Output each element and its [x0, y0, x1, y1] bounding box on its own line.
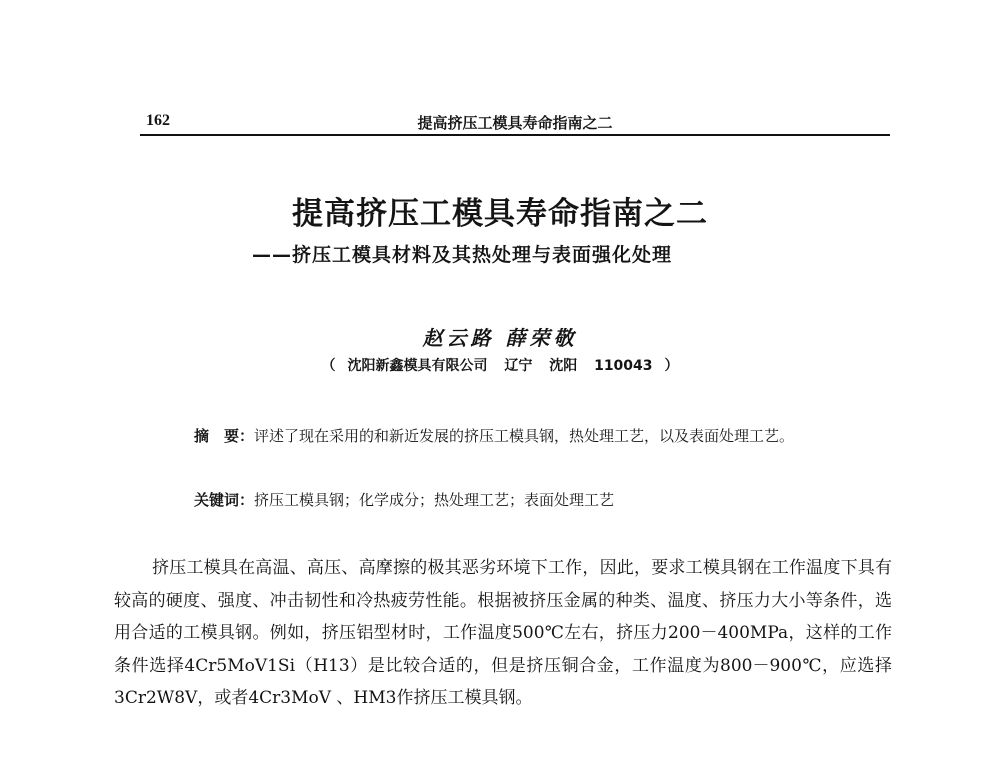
affiliation [0, 355, 1000, 375]
running-title: 提高挤压工模具寿命指南之二 [417, 114, 613, 132]
header-rule [140, 134, 890, 136]
affiliation-province: 辽宁 [504, 358, 533, 374]
body-paragraph: 挤压工模具在高温、高压、高摩擦的极其恶劣环境下工作，因此，要求工模具钢在工作温度下具有较高的硬度、强度、冲击韧性和冷热疲劳性能。根据被挤压金属的种类、温度、挤压力大小等条件，选用合适的工模具钢。例如，挤压铝型材时，工作温度500℃左右，挤压力200－400MPa，这样的工作条件选择4Cr5MoV1Si（H13）是比较合适的，但是挤压铜合金，工作温度为800－900℃，应选择3Cr2W8V，或者4Cr3MoV 、HM3作挤压工模具钢。 [114, 558, 892, 708]
body-text [114, 552, 892, 715]
affiliation-postcode: 110043 [594, 358, 653, 374]
affiliation-city: 沈阳 [549, 358, 578, 374]
authors: 赵云路 薛荣敬 [422, 326, 578, 350]
article-title: 提高挤压工模具寿命指南之二 [292, 196, 708, 232]
abstract-text: 评述了现在采用的和新近发展的挤压工模具钢，热处理工艺，以及表面处理工艺。 [254, 427, 795, 445]
abstract [142, 421, 854, 452]
keywords-label: 关键词： [194, 491, 255, 509]
running-header [140, 110, 890, 132]
article-subtitle: ——挤压工模具材料及其热处理与表面强化处理 [252, 244, 673, 266]
affiliation-open-paren: （ [321, 358, 336, 374]
affiliation-close-paren: ） [664, 358, 679, 374]
page-number: 162 [146, 112, 170, 129]
abstract-label: 摘 要： [194, 427, 255, 445]
keywords [194, 489, 874, 510]
keywords-text: 挤压工模具钢；化学成分；热处理工艺；表面处理工艺 [254, 491, 615, 509]
affiliation-company: 沈阳新鑫模具有限公司 [347, 358, 488, 374]
